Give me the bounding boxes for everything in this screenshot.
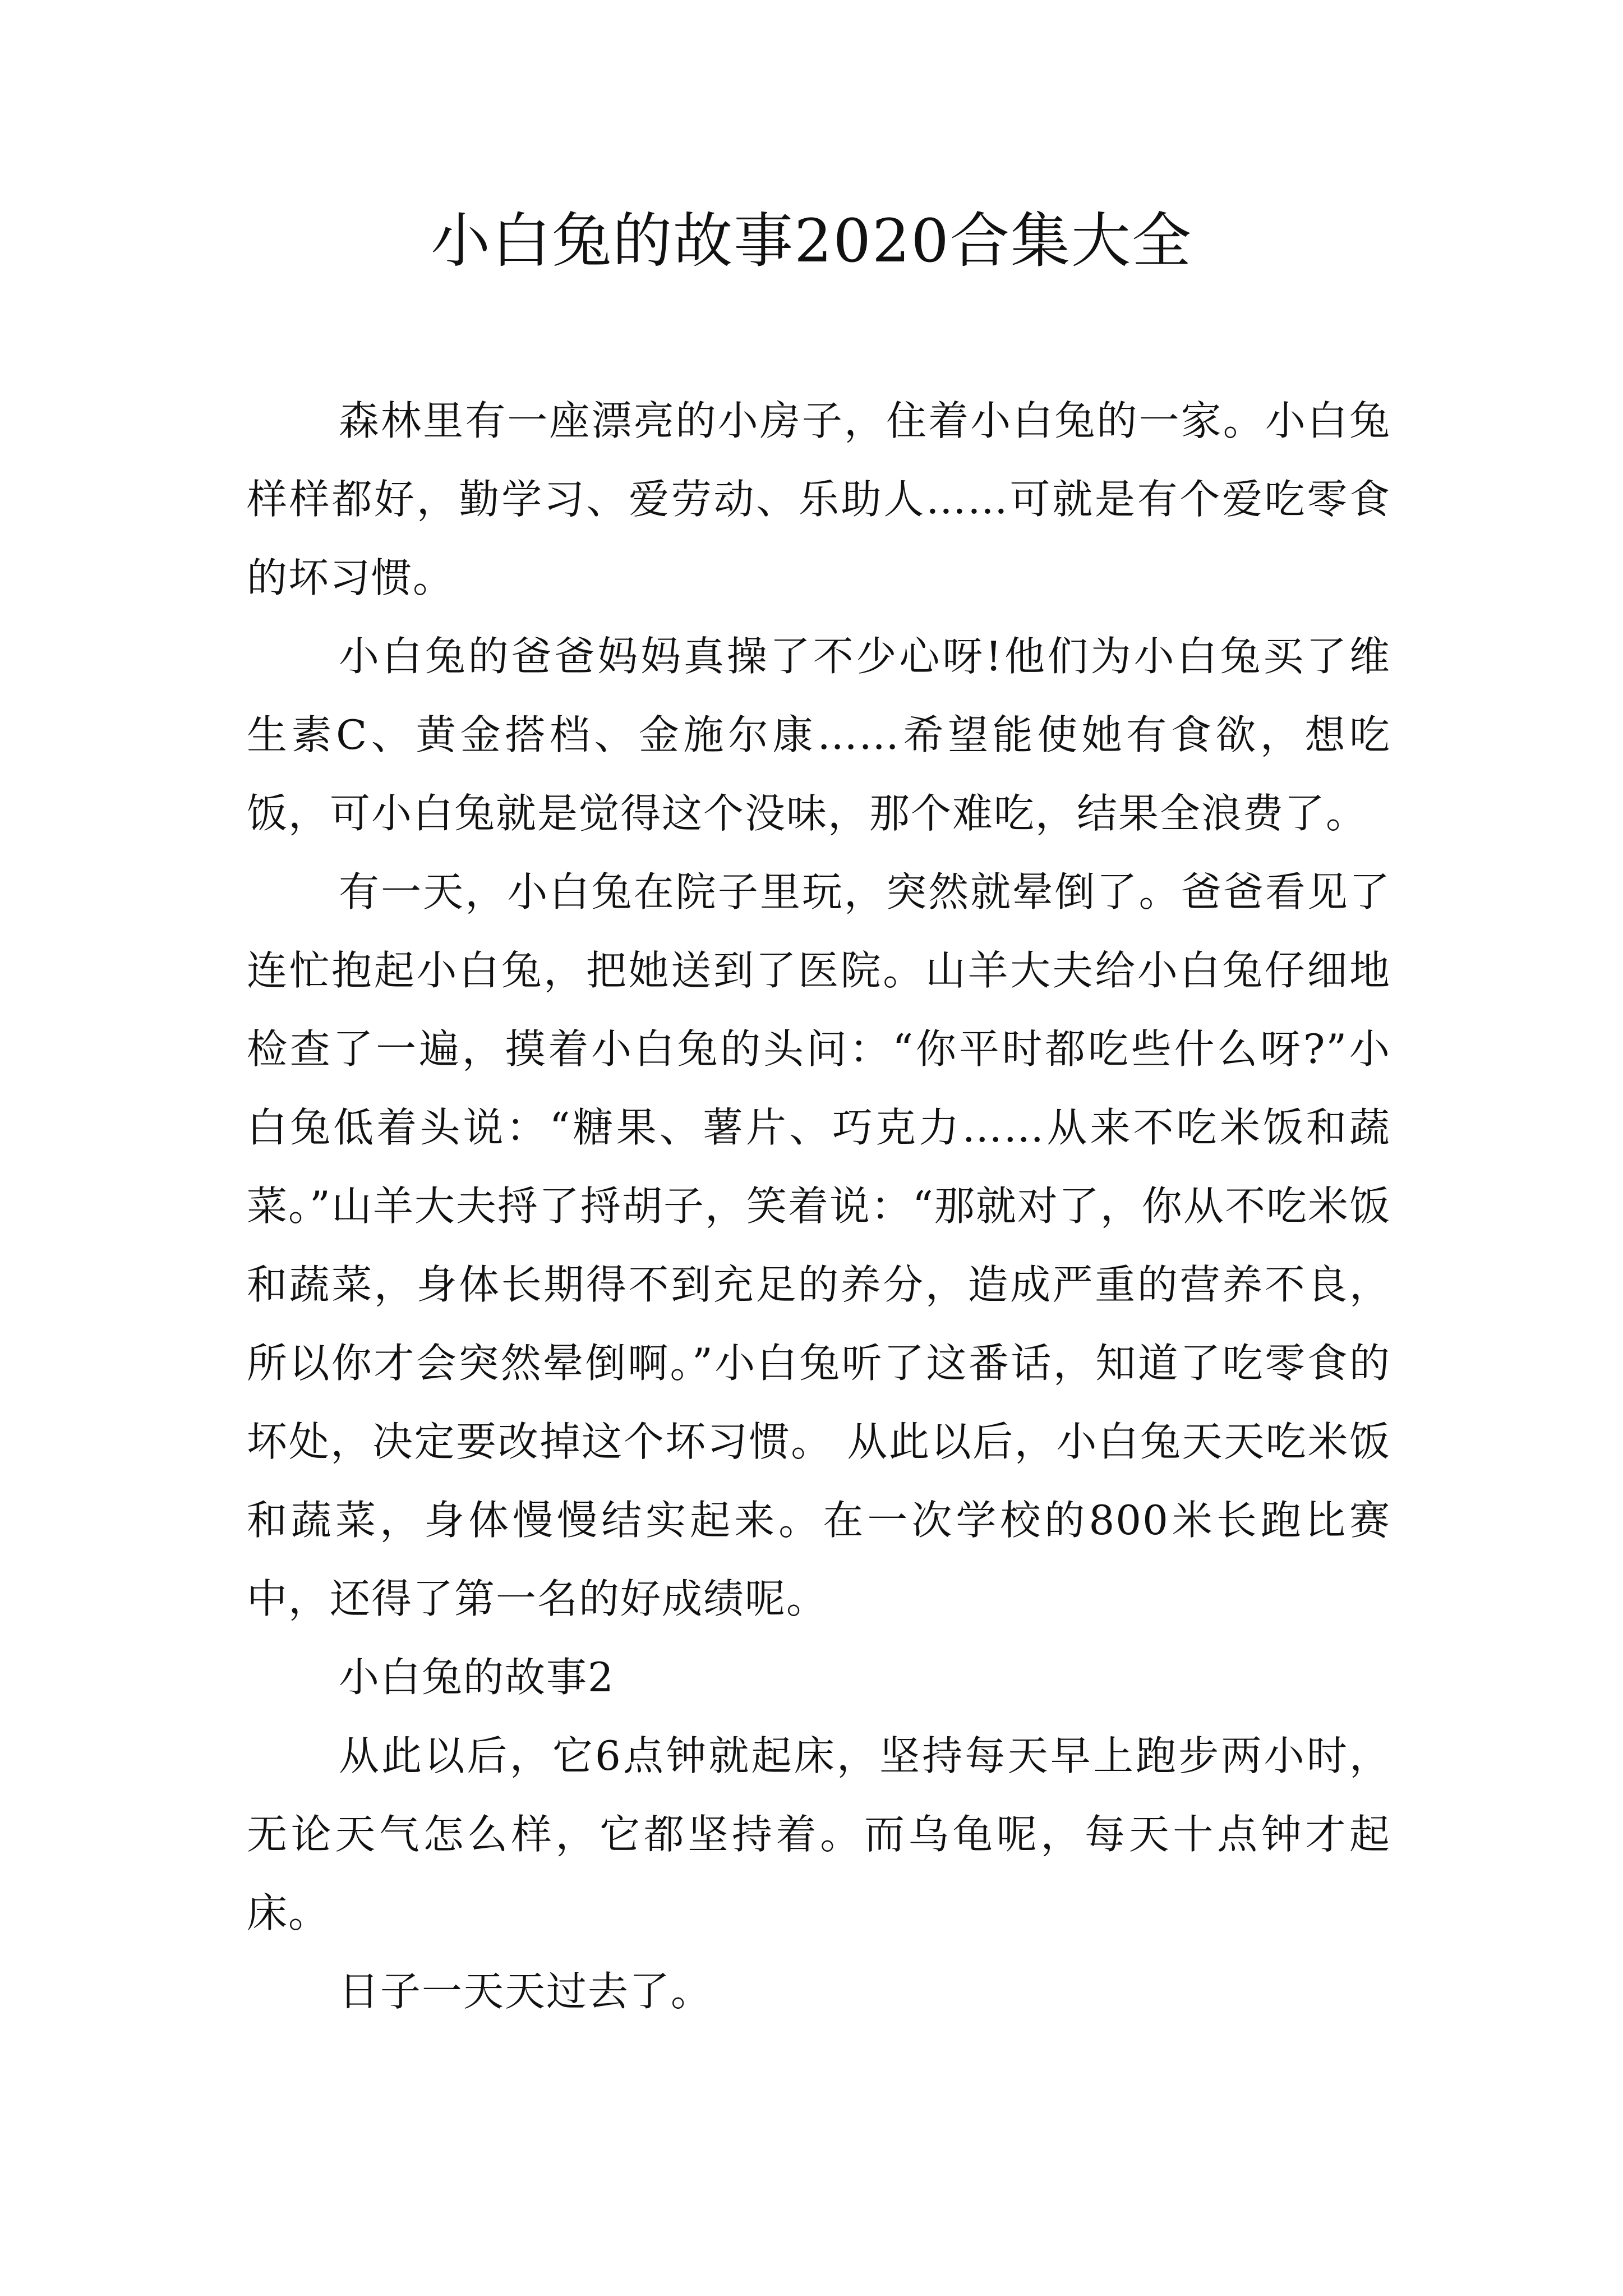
paragraph-3: 有一天，小白兔在院子里玩，突然就晕倒了。爸爸看见了连忙抱起小白兔，把她送到了医院。山羊大夫给小白兔仔细地检查了一遍，摸着小白兔的头问：“你平时都吃些什么呀?”小白兔低着头说：“糖果、薯片、巧克力……从来不吃米饭和蔬菜。”山羊大夫捋了捋胡子，笑着说：“那就对了，你从不吃米饭和蔬菜，身体长期得不到充足的养分，造成严重的营养不良，所以你才会突然晕倒啊。”小白兔听了这番话，知道了吃零食的坏处，决定要改掉这个坏习惯。 从此以后，小白兔天天吃米饭和蔬菜，身体慢慢结实起来。在一次学校的800米长跑比赛中，还得了第一名的好成绩呢。 (247, 868, 1391, 1622)
paragraph-5: 日子一天天过去了。 (339, 1968, 713, 2015)
paragraph-2: 小白兔的爸爸妈妈真操了不少心呀!他们为小白兔买了维生素C、黄金搭档、金施尔康……希望能使她有食欲，想吃饭，可小白兔就是觉得这个没味，那个难吃，结果全浪费了。 (247, 633, 1391, 837)
paragraph-1: 森林里有一座漂亮的小房子，住着小白兔的一家。小白兔样样都好，勤学习、爱劳动、乐助人……可就是有个爱吃零食的坏习惯。 (247, 397, 1391, 601)
paragraph-4: 从此以后，它6点钟就起床，坚持每天早上跑步两小时，无论天气怎么样，它都坚持着。而乌龟呢，每天十点钟才起床。 (247, 1732, 1391, 1936)
section-heading: 小白兔的故事2 (339, 1654, 615, 1701)
document-body (247, 381, 1391, 2031)
document-title: 小白兔的故事2020合集大全 (431, 206, 1192, 275)
